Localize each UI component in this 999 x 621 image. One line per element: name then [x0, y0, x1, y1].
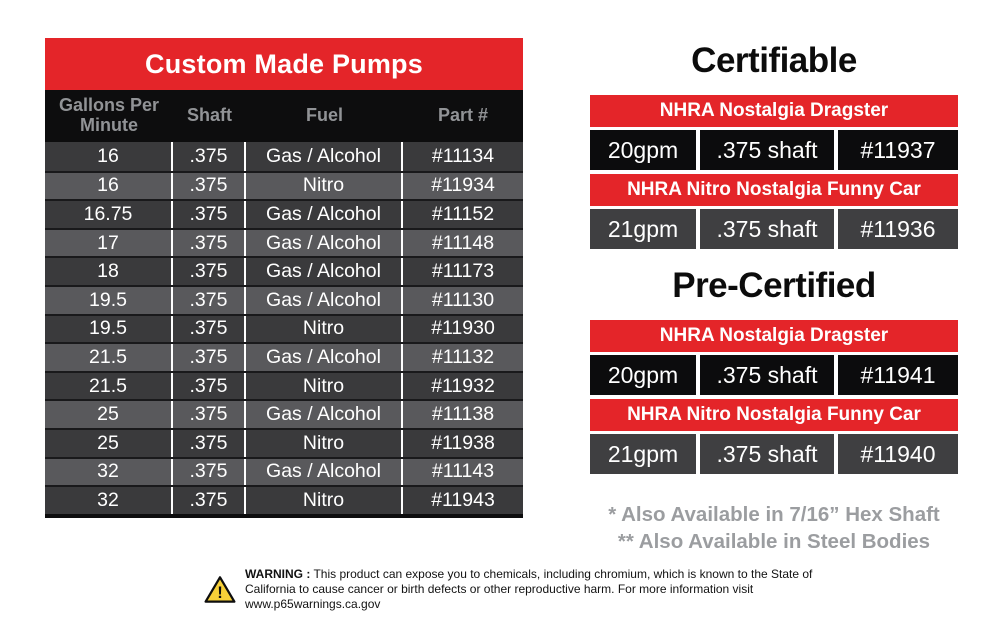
table-cell: Gas / Alcohol [246, 201, 403, 228]
table-cell: Gas / Alcohol [246, 142, 403, 171]
table-row [45, 171, 523, 200]
table-cell: #11138 [403, 401, 523, 428]
table-cell: 18 [45, 258, 173, 285]
certifiable-section [590, 38, 958, 249]
table-cell: Gas / Alcohol [246, 459, 403, 486]
category-band: NHRA Nitro Nostalgia Funny Car [590, 399, 958, 431]
table-cell: 16 [45, 173, 173, 200]
table-cell: 16 [45, 142, 173, 171]
cert-entry [590, 174, 958, 249]
table-cell: 19.5 [45, 316, 173, 343]
spec-row [590, 209, 958, 249]
table-row [45, 285, 523, 314]
table-cell: Gas / Alcohol [246, 258, 403, 285]
spec-cell: #11941 [838, 355, 958, 395]
category-band: NHRA Nostalgia Dragster [590, 95, 958, 127]
table-cell: Nitro [246, 173, 403, 200]
table-cell: .375 [173, 230, 246, 257]
spec-cell: 21gpm [590, 434, 696, 474]
footnote: ** Also Available in Steel Bodies [617, 530, 931, 553]
spec-cell: #11940 [838, 434, 958, 474]
table-cell: 16.75 [45, 201, 173, 228]
table-cell: 19.5 [45, 287, 173, 314]
warning-triangle-icon [204, 575, 236, 604]
table-row [45, 314, 523, 343]
spec-cell: 21gpm [590, 209, 696, 249]
spec-cell: .375 shaft [700, 355, 834, 395]
certifiable-heading: Certifiable [691, 41, 857, 80]
category-band: NHRA Nitro Nostalgia Funny Car [590, 174, 958, 206]
spec-row [590, 355, 958, 395]
table-cell: 21.5 [45, 344, 173, 371]
table-cell: #11930 [403, 316, 523, 343]
table-cell: .375 [173, 173, 246, 200]
table-cell: #11132 [403, 344, 523, 371]
warning-body: This product can expose you to chemicals, including chromium, which is known to the State of California to cause cancer or birth defects or other reproductive harm. For more information visit www.p65warnings.ca.gov [245, 567, 813, 612]
table-cell: Gas / Alcohol [246, 401, 403, 428]
column-header: Part # [437, 105, 489, 126]
footnotes [568, 501, 980, 555]
cert-entry [590, 320, 958, 395]
table-cell: #11934 [403, 173, 523, 200]
spec-cell: #11936 [838, 209, 958, 249]
table-cell: #11134 [403, 142, 523, 171]
table-cell: Gas / Alcohol [246, 344, 403, 371]
pump-table-header [45, 90, 523, 142]
table-cell: 25 [45, 430, 173, 457]
cert-entry [590, 399, 958, 474]
table-cell: Gas / Alcohol [246, 230, 403, 257]
table-cell: #11943 [403, 487, 523, 514]
warning-label: WARNING : [245, 567, 311, 581]
table-cell: 32 [45, 459, 173, 486]
table-cell: Nitro [246, 487, 403, 514]
table-cell: .375 [173, 430, 246, 457]
column-header: Shaft [187, 105, 232, 126]
table-row [45, 399, 523, 428]
table-cell: .375 [173, 316, 246, 343]
table-cell: 17 [45, 230, 173, 257]
custom-pumps-table [45, 38, 523, 518]
spec-cell: .375 shaft [700, 130, 834, 170]
svg-text:!: ! [217, 583, 223, 603]
spec-cell: 20gpm [590, 130, 696, 170]
pre-certified-entries [590, 320, 958, 474]
table-row [45, 485, 523, 514]
table-row [45, 457, 523, 486]
spec-cell: 20gpm [590, 355, 696, 395]
table-cell: .375 [173, 373, 246, 400]
table-row [45, 228, 523, 257]
category-band: NHRA Nostalgia Dragster [590, 320, 958, 352]
table-row [45, 256, 523, 285]
certification-column [590, 38, 958, 555]
table-cell: .375 [173, 487, 246, 514]
table-cell: #11148 [403, 230, 523, 257]
spec-cell: .375 shaft [700, 209, 834, 249]
column-header: Gallons Per Minute [58, 95, 160, 135]
spec-cell: #11937 [838, 130, 958, 170]
pre-certified-section [590, 263, 958, 474]
pump-table-body [45, 142, 523, 518]
table-row [45, 199, 523, 228]
footnote: * Also Available in 7/16” Hex Shaft [608, 503, 940, 526]
table-cell: #11932 [403, 373, 523, 400]
table-row [45, 371, 523, 400]
spec-row [590, 434, 958, 474]
spec-cell: .375 shaft [700, 434, 834, 474]
table-cell: #11143 [403, 459, 523, 486]
table-cell: 32 [45, 487, 173, 514]
table-cell: .375 [173, 142, 246, 171]
table-cell: .375 [173, 201, 246, 228]
table-row [45, 428, 523, 457]
table-cell: .375 [173, 401, 246, 428]
warning-text [245, 567, 853, 613]
table-cell: Nitro [246, 373, 403, 400]
table-cell: .375 [173, 287, 246, 314]
table-cell: Nitro [246, 430, 403, 457]
table-cell: .375 [173, 258, 246, 285]
spec-row [590, 130, 958, 170]
cert-entry [590, 95, 958, 170]
table-cell: #11152 [403, 201, 523, 228]
table-cell: .375 [173, 344, 246, 371]
prop65-warning [204, 567, 853, 613]
table-cell: #11173 [403, 258, 523, 285]
table-cell: Nitro [246, 316, 403, 343]
table-cell: 21.5 [45, 373, 173, 400]
certifiable-entries [590, 95, 958, 249]
table-cell: #11130 [403, 287, 523, 314]
table-cell: #11938 [403, 430, 523, 457]
table-cell: .375 [173, 459, 246, 486]
pump-table-title: Custom Made Pumps [45, 38, 523, 90]
table-row [45, 142, 523, 171]
column-header: Fuel [305, 105, 343, 126]
pre-certified-heading: Pre-Certified [672, 266, 876, 305]
table-cell: Gas / Alcohol [246, 287, 403, 314]
table-cell: 25 [45, 401, 173, 428]
table-row [45, 342, 523, 371]
